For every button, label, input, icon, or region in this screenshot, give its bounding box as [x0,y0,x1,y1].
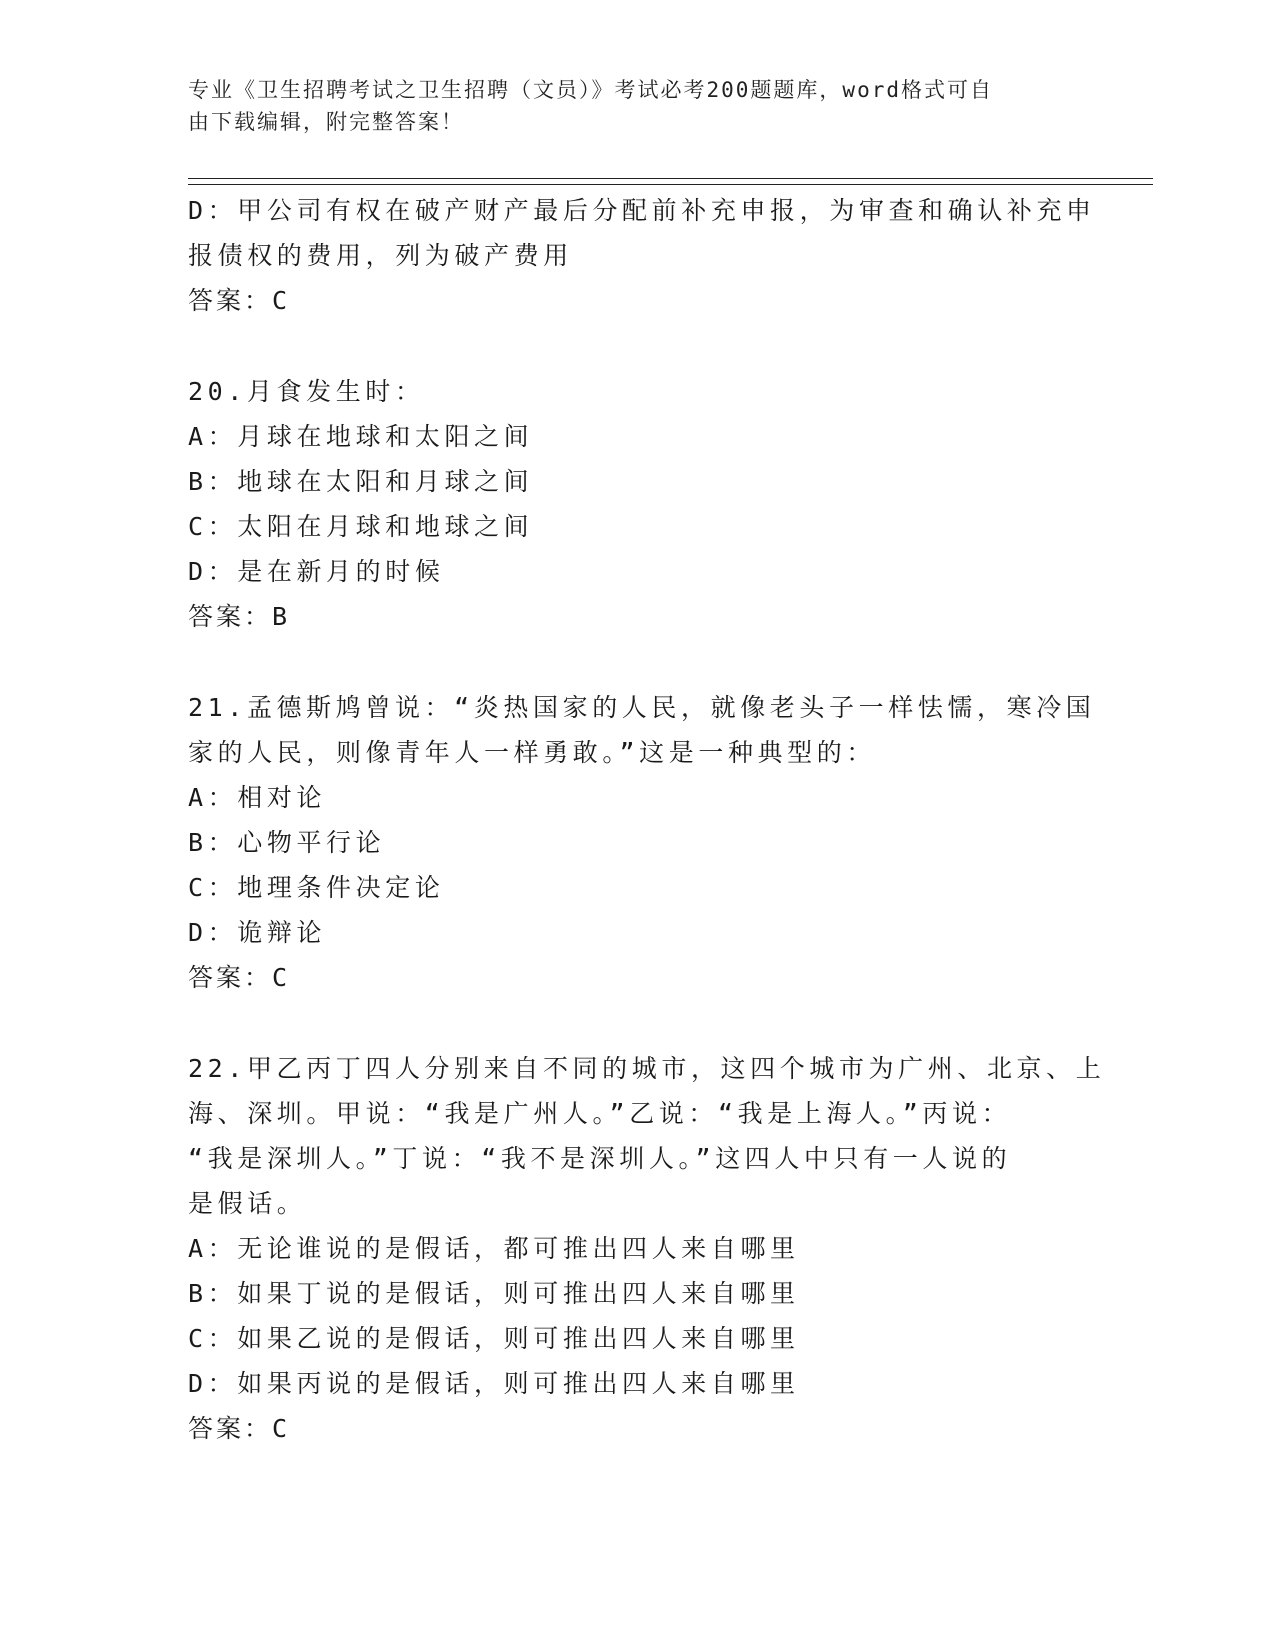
option-c: C：太阳在月球和地球之间 [188,512,534,541]
answer-value: C [272,963,291,992]
answer-row [188,1406,1088,1451]
question-21 [188,685,1096,1000]
answer-row [188,955,1088,1000]
answer-row [188,278,1088,323]
question-gap [188,323,1088,369]
question-22 [188,1046,1106,1451]
question-stem-line-1: 22.甲乙丙丁四人分别来自不同的城市，这四个城市为广州、北京、上 [188,1054,1106,1083]
answer-label: 答案： [188,1414,273,1443]
option-a: A：相对论 [188,783,327,812]
question-gap [188,1000,1088,1046]
answer-value: C [272,1414,291,1443]
answer-value: B [272,602,291,631]
option-b: B：地球在太阳和月球之间 [188,467,534,496]
header-divider [188,178,1153,185]
question-20 [188,369,1088,639]
header-line-1: 专业《卫生招聘考试之卫生招聘（文员）》考试必考200题题库，word格式可自 [188,78,993,102]
option-b: B：心物平行论 [188,828,386,857]
option-d-line-1: D：甲公司有权在破产财产最后分配前补充申报，为审查和确认补充申 [188,196,1096,225]
option-d: D：诡辩论 [188,918,327,947]
option-a: A：无论谁说的是假话，都可推出四人来自哪里 [188,1234,800,1263]
answer-label: 答案： [188,963,273,992]
header-line-2: 由下载编辑，附完整答案！ [188,110,464,134]
question-gap [188,639,1088,685]
document-header [188,74,1088,138]
option-c: C：如果乙说的是假话，则可推出四人来自哪里 [188,1324,800,1353]
option-b: B：如果丁说的是假话，则可推出四人来自哪里 [188,1279,800,1308]
question-stem: 20.月食发生时： [188,377,425,406]
answer-value: C [272,286,291,315]
option-c: C：地理条件决定论 [188,873,445,902]
option-d: D：如果丙说的是假话，则可推出四人来自哪里 [188,1369,800,1398]
option-d: D：是在新月的时候 [188,557,445,586]
question-stem-line-3: “我是深圳人。”丁说：“我不是深圳人。”这四人中只有一人说的 [188,1144,1012,1173]
question-stem-line-2: 家的人民，则像青年人一样勇敢。”这是一种典型的： [188,738,876,767]
question-list [188,188,1106,1451]
question-stem-line-4: 是假话。 [188,1189,307,1218]
question-stem-line-2: 海、深圳。甲说：“我是广州人。”乙说：“我是上海人。”丙说： [188,1099,1012,1128]
answer-label: 答案： [188,286,273,315]
option-d-line-2: 报债权的费用，列为破产费用 [188,241,573,270]
answer-row [188,594,1088,639]
option-a: A：月球在地球和太阳之间 [188,422,534,451]
question-stem-line-1: 21.孟德斯鸠曾说：“炎热国家的人民，就像老头子一样怯懦，寒冷国 [188,693,1096,722]
question-19-tail [188,188,1096,323]
answer-label: 答案： [188,602,273,631]
